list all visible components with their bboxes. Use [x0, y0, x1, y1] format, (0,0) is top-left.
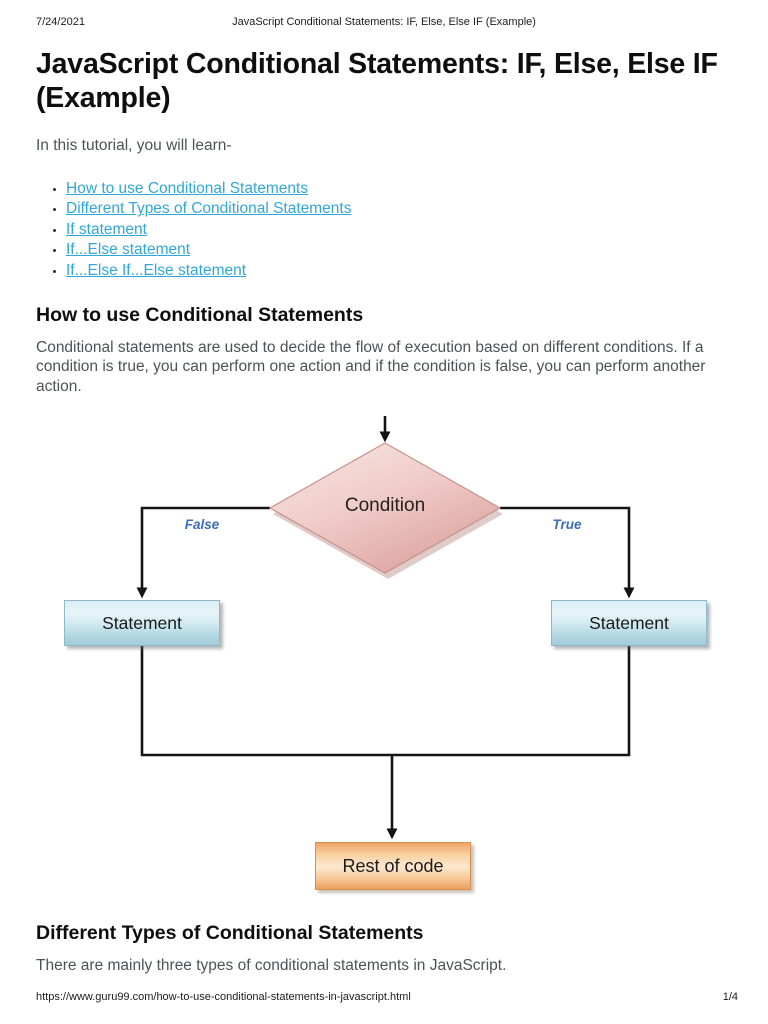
statement-box-true: [551, 600, 707, 646]
toc-list: [36, 179, 736, 281]
toc-link-if-else-statement[interactable]: If...Else statement: [66, 241, 191, 259]
flowchart-connectors: [36, 413, 736, 897]
footer-url: https://www.guru99.com/how-to-use-conditional-statements-in-javascript.html: [36, 991, 411, 1003]
toc-link-if-statement[interactable]: If statement: [66, 220, 147, 238]
article-content: [36, 0, 736, 976]
toc-item: [66, 179, 736, 199]
statement-box-false-label: Statement: [102, 612, 182, 633]
page-indicator: 1/4: [722, 991, 738, 1003]
false-branch-label: False: [184, 517, 220, 533]
rest-of-code-label: Rest of code: [342, 855, 444, 876]
section-heading-different-types: Different Types of Conditional Statements: [36, 922, 424, 945]
statement-box-false: [64, 600, 220, 646]
section-body-different-types: There are mainly three types of conditional statements in JavaScript.: [36, 957, 507, 975]
section-heading-how-to-use: How to use Conditional Statements: [36, 304, 364, 327]
toc-item: [66, 240, 736, 260]
rest-of-code-box: [315, 842, 471, 890]
section-body-how-to-use: Conditional statements are used to decide the flow of execution based on different conditions. If a condition is true, you can perform one action and if the condition is false, you can perform another action.: [36, 339, 706, 395]
toc-link-if-else-if-else-statement[interactable]: If...Else If...Else statement: [66, 261, 247, 279]
print-date: 7/24/2021: [36, 16, 85, 28]
toc-item: [66, 220, 736, 240]
toc-item: [66, 261, 736, 281]
condition-flowchart: [36, 413, 736, 897]
intro-text: In this tutorial, you will learn-: [36, 137, 232, 154]
true-branch-label: True: [552, 517, 582, 533]
toc-link-how-to-use[interactable]: How to use Conditional Statements: [66, 180, 309, 197]
toc-item: [66, 199, 736, 219]
page-title: JavaScript Conditional Statements: IF, Else, Else IF (Example): [36, 48, 718, 114]
condition-diamond-label: Condition: [344, 495, 426, 517]
merge-line: [142, 645, 629, 755]
print-doc-title: JavaScript Conditional Statements: IF, Else, Else IF (Example): [232, 16, 536, 28]
statement-box-true-label: Statement: [589, 612, 669, 633]
toc-link-different-types[interactable]: Different Types of Conditional Statements: [66, 200, 352, 218]
